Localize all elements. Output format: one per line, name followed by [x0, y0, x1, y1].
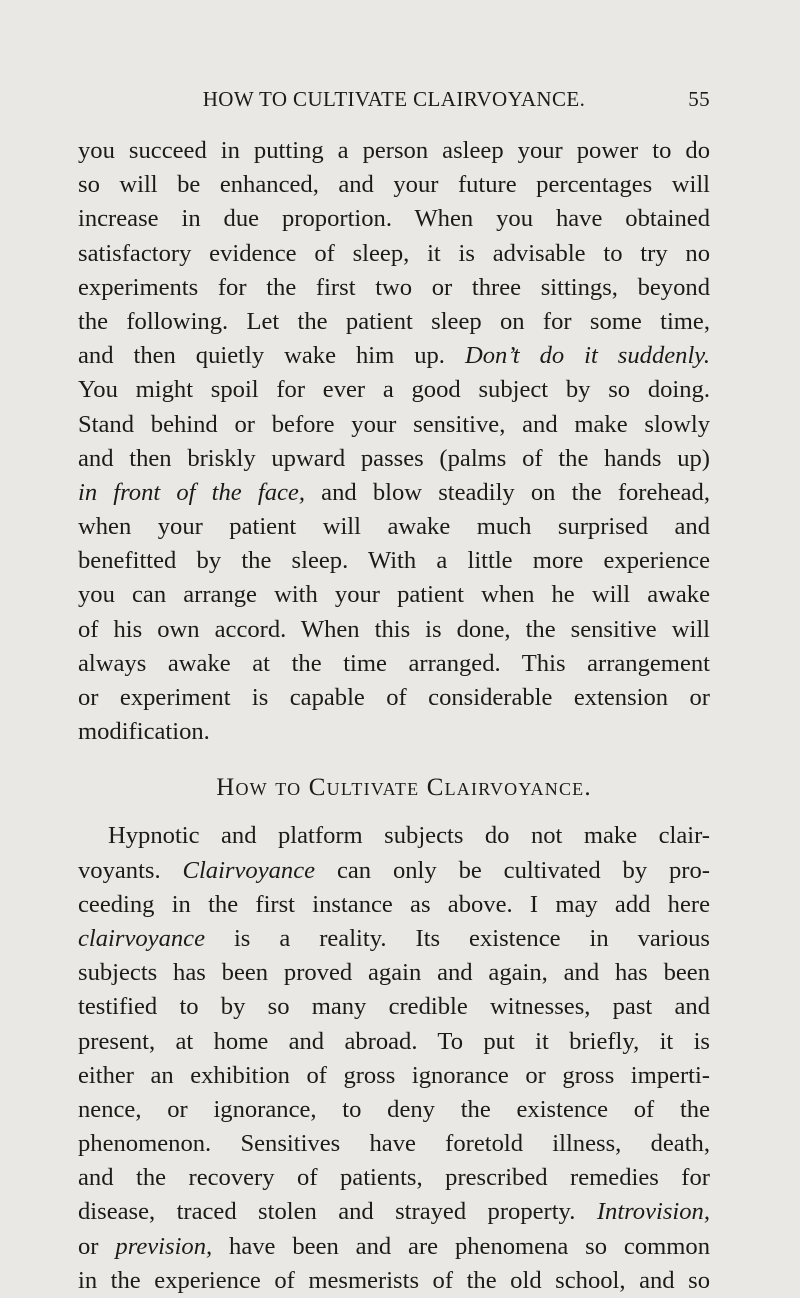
- text-line: You might spoil for ever a good subject by so doing.: [78, 376, 710, 404]
- text-line: experiments for the first two or three sittings, beyond: [78, 273, 710, 301]
- body-text: [78, 134, 710, 1298]
- italic-run: in front of the face,: [78, 478, 305, 506]
- italic-run: prevision,: [115, 1232, 213, 1260]
- italic-run: Don’t do it suddenly.: [464, 342, 710, 370]
- italic-run: clairvoyance: [78, 924, 206, 952]
- text-line: satisfactory evidence of sleep, it is advisable to try no: [78, 239, 710, 267]
- text-line: you can arrange with your patient when he will awake: [78, 581, 710, 609]
- text-line: increase in due proportion. When you have obtained: [78, 205, 710, 233]
- text-line: testified to by so many credible witnesses, past and: [78, 993, 710, 1021]
- text-line: or experiment is capable of considerable extension or: [78, 684, 710, 711]
- text-line: [78, 339, 710, 373]
- text-line: [78, 1195, 710, 1229]
- text-line: in the experience of mesmerists of the old school, and so: [78, 1266, 710, 1294]
- text-line: and the recovery of patients, prescribed remedies for: [78, 1164, 710, 1192]
- text-line: ceeding in the first instance as above. I may add here: [78, 890, 710, 918]
- text-run: can only be cultivated by pro-: [336, 856, 710, 884]
- text-line: when your patient will awake much surprised and: [78, 513, 710, 541]
- italic-run: Introvision,: [596, 1198, 710, 1226]
- text-line: the following. Let the patient sleep on for some time,: [78, 307, 710, 335]
- text-line: present, at home and abroad. To put it briefly, it is: [78, 1027, 710, 1055]
- text-run: and blow steadily on the forehead,: [321, 478, 710, 506]
- text-line: benefitted by the sleep. With a little more experience: [78, 547, 710, 575]
- text-run: disease, traced stolen and strayed property.: [78, 1198, 576, 1226]
- italic-run: Clairvoyance: [182, 856, 316, 884]
- text-line: modification.: [78, 718, 210, 746]
- text-line: phenomenon. Sensitives have foretold illness, death,: [78, 1130, 710, 1158]
- section-heading: How to Cultivate Clairvoyance.: [216, 774, 592, 802]
- text-run: have been and are phenomena so common: [229, 1232, 710, 1260]
- text-run: and then quietly wake him up.: [78, 342, 445, 370]
- text-line: [78, 476, 710, 510]
- text-line: [78, 1230, 710, 1264]
- paragraph-continuation: [78, 134, 710, 749]
- text-run: is a reality. Its existence in various: [233, 924, 710, 952]
- text-line: and then briskly upward passes (palms of the hands up): [78, 444, 710, 472]
- text-run: or: [78, 1232, 99, 1260]
- text-line: Stand behind or before your sensitive, and make slowly: [78, 410, 710, 438]
- text-line: [78, 854, 710, 888]
- text-run: voyants.: [78, 856, 161, 884]
- paragraph: [78, 819, 710, 1298]
- running-head: [78, 87, 710, 117]
- text-line: [78, 922, 710, 956]
- text-line: always awake at the time arranged. This arrangement: [78, 649, 710, 677]
- text-line: Hypnotic and platform subjects do not make clair-: [108, 822, 710, 850]
- text-line: so will be enhanced, and your future percentages will: [78, 171, 710, 199]
- running-title: HOW TO CULTIVATE CLAIRVOYANCE.: [202, 87, 586, 111]
- text-line: nence, or ignorance, to deny the existence of the: [78, 1095, 710, 1123]
- page-number: 55: [688, 87, 710, 111]
- text-line: you succeed in putting a person asleep your power to do: [78, 137, 710, 164]
- text-line: of his own accord. When this is done, the sensitive will: [78, 615, 710, 643]
- text-line: either an exhibition of gross ignorance or gross imperti-: [78, 1061, 710, 1089]
- text-line: subjects has been proved again and again, and has been: [78, 959, 710, 987]
